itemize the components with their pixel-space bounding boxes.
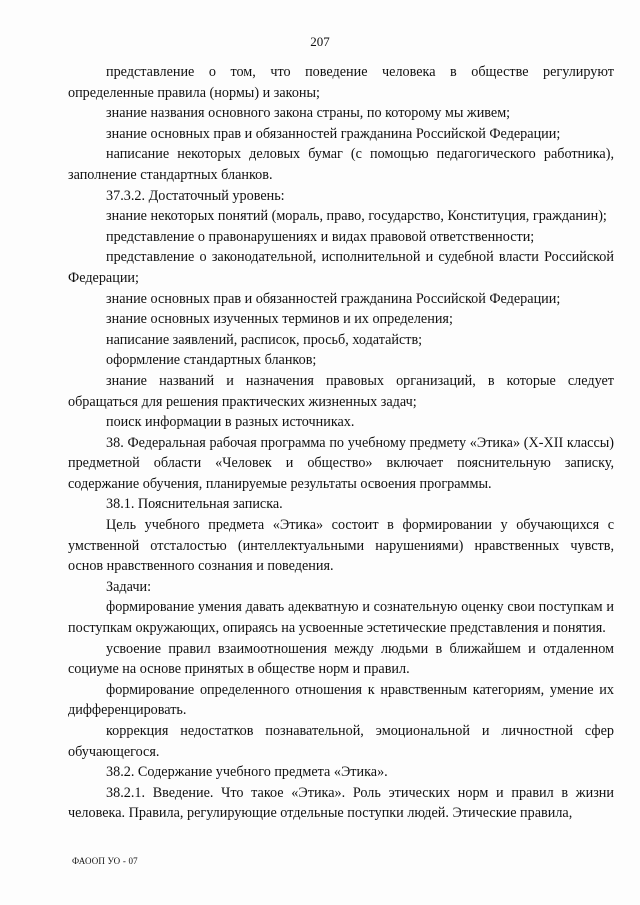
paragraph: знание основных прав и обязанностей гражданина Российской Федерации; — [106, 290, 561, 307]
page-body — [68, 62, 614, 824]
paragraph: формирование определенного отношения к нравственным категориям, умение их дифференцировать. — [68, 681, 614, 719]
paragraph: представление о законодательной, исполнительной и судебной власти Российской Федерации; — [68, 249, 614, 286]
section-heading: 38.1. Пояснительная записка. — [106, 496, 283, 513]
paragraph: знание основных изученных терминов и их определения; — [106, 311, 453, 328]
paragraph: формирование умения давать адекватную и сознательную оценку свои поступкам и поступкам окружающих, опираясь на усвоенные эстетические представления и понятия. — [68, 599, 614, 637]
paragraph: поиск информации в разных источниках. — [106, 414, 355, 431]
section-heading: 38.2. Содержание учебного предмета «Этика». — [106, 764, 388, 781]
paragraph: оформление стандартных бланков; — [106, 352, 317, 369]
paragraph: представление о том, что поведение человека в обществе регулируют определенные правила (нормы) и законы; — [68, 64, 614, 101]
paragraph: написание некоторых деловых бумаг (с помощью педагогического работника), заполнение стандартных бланков. — [68, 146, 614, 183]
page-number: 207 — [310, 34, 330, 49]
paragraph: 38.2.1. Введение. Что такое «Этика». Роль этических норм и правил в жизни человека. Правила, регулирующие отдельные поступки людей. Этические правила, — [68, 784, 614, 822]
paragraph: коррекция недостатков познавательной, эмоциональной и личностной сфер обучающегося. — [68, 723, 614, 760]
paragraph: Цель учебного предмета «Этика» состоит в формировании у обучающихся с умственной отсталостью (интеллектуальными нарушениями) нравственных чувств, основ нравственного сознания и поведения. — [68, 517, 614, 575]
paragraph: знание основных прав и обязанностей гражданина Российской Федерации; — [106, 125, 561, 142]
paragraph: знание названий и назначения правовых организаций, в которые следует обращаться для решения практических жизненных задач; — [68, 372, 614, 410]
paragraph: Задачи: — [106, 578, 152, 595]
paragraph: знание некоторых понятий (мораль, право, государство, Конституция, гражданин); — [106, 208, 607, 225]
paragraph: написание заявлений, расписок, просьб, ходатайств; — [106, 331, 423, 348]
paragraph: представление о правонарушениях и видах правовой ответственности; — [106, 228, 535, 245]
paragraph: знание названия основного закона страны, по которому мы живем; — [106, 105, 511, 122]
paragraph: 38. Федеральная рабочая программа по учебному предмету «Этика» (X-XII классы) предметной области «Человек и общество» включает пояснительную записку, содержание обучения, планируемые результаты освоения программы. — [68, 434, 614, 492]
paragraph: усвоение правил взаимоотношения между людьми в ближайшем и отдаленном социуме на основе принятых в обществе норм и правил. — [68, 640, 614, 678]
page-footer: ФАООП УО - 07 — [72, 856, 138, 866]
section-heading: 37.3.2. Достаточный уровень: — [106, 187, 285, 204]
